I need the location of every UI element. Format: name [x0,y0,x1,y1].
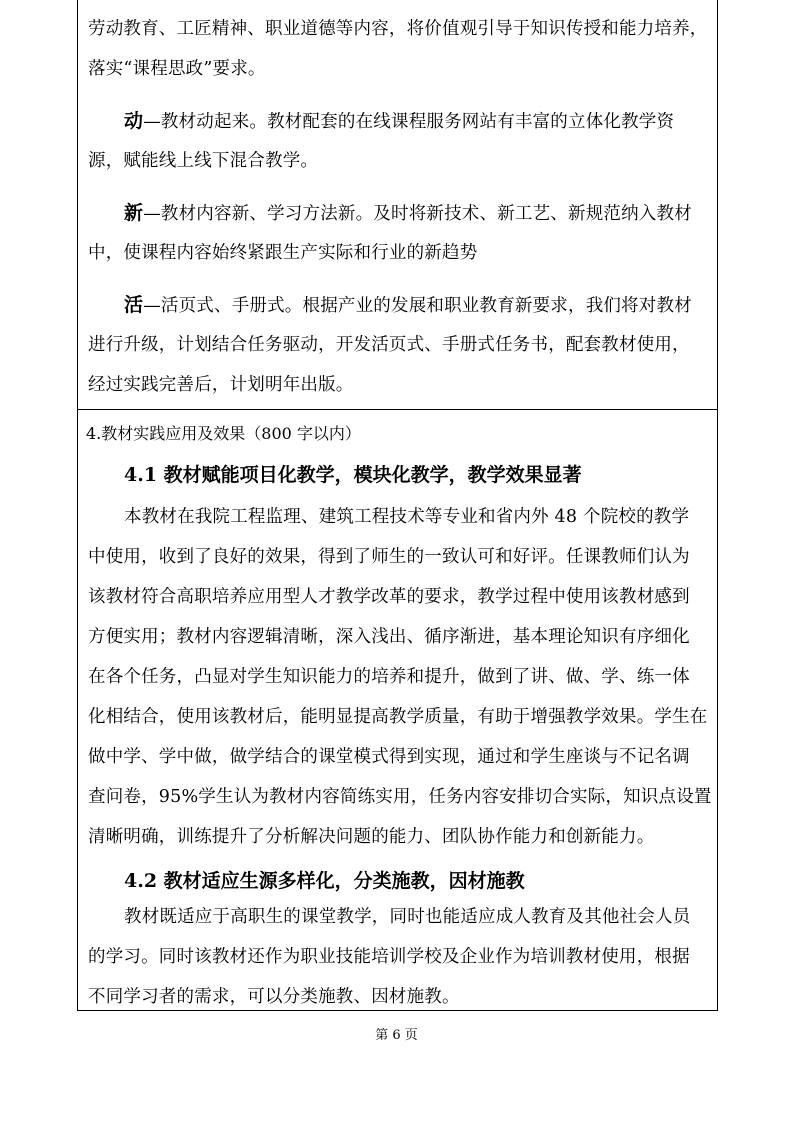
huo-para-line1 [88,288,708,323]
row-divider [78,409,717,410]
para-line: 不同学习者的需求，可以分类施教、因材施教。 [88,987,460,1007]
para-line: 该教材符合高职培养应用型人才教学改革的要求，教学过程中使用该教材感到 [88,587,690,607]
xin-text: —教材内容新、学习方法新。及时将新技术、新工艺、新规范纳入教材 [143,204,692,224]
huo-text: —活页式、手册式。根据产业的发展和职业教育新要求，我们将对教材 [143,296,692,316]
para-line: 劳动教育、工匠精神、职业道德等内容，将价值观引导于知识传授和能力培养， [88,19,708,39]
para-line: 做中学、学中做，做学结合的课堂模式得到实现，通过和学生座谈与不记名调 [88,747,690,767]
para-line: 清晰明确，训练提升了分析解决问题的能力、团队协作能力和创新能力。 [88,827,655,847]
section-title: 4.教材实践应用及效果（800 字以内） [86,424,361,443]
para-line: 在各个任务，凸显对学生知识能力的培养和提升，做到了讲、做、学、练一体 [88,667,690,687]
para-line: 方便实用；教材内容逻辑清晰，深入浅出、循序渐进，基本理论知识有序细化 [88,627,690,647]
para-line: 落实“课程思政”要求。 [88,59,266,79]
xin-para-line2: 中，使课程内容始终紧跟生产实际和行业的新趋势 [88,243,478,263]
para-line: 教材既适应于高职生的课堂教学，同时也能适应成人教育及其他社会人员 [124,907,691,927]
huo-keyword: 活 [124,294,144,316]
dong-para-line2: 源，赋能线上线下混合教学。 [88,151,319,171]
xin-para-line1 [88,196,708,231]
huo-para-line3: 经过实践完善后，计划明年出版。 [88,375,354,395]
page-number: 第 6 页 [375,1028,418,1043]
para-line: 查问卷，95%学生认为教材内容简练实用，任务内容安排切合实际，知识点设置 [88,787,712,807]
heading-4-2: 4.2 教材适应生源多样化，分类施教，因材施教 [124,870,525,892]
xin-keyword: 新 [124,202,144,224]
para-line: 本教材在我院工程监理、建筑工程技术等专业和省内外 48 个院校的教学 [124,507,690,527]
dong-keyword: 动 [124,110,144,132]
dong-para-line1 [88,104,708,139]
dong-text: —教材动起来。教材配套的在线课程服务网站有丰富的立体化教学资 [143,112,675,132]
para-line: 的学习。同时该教材还作为职业技能培训学校及企业作为培训教材使用，根据 [88,947,690,967]
para-line: 中使用，收到了良好的效果，得到了师生的一致认可和好评。任课教师们认为 [88,547,690,567]
para-line: 化相结合，使用该教材后，能明显提高教学质量，有助于增强教学效果。学生在 [88,707,708,727]
content-table [77,0,718,1011]
huo-para-line2: 进行升级，计划结合任务驱动，开发活页式、手册式任务书，配套教材使用， [88,335,690,355]
heading-4-1: 4.1 教材赋能项目化教学，模块化教学，教学效果显著 [124,464,582,486]
